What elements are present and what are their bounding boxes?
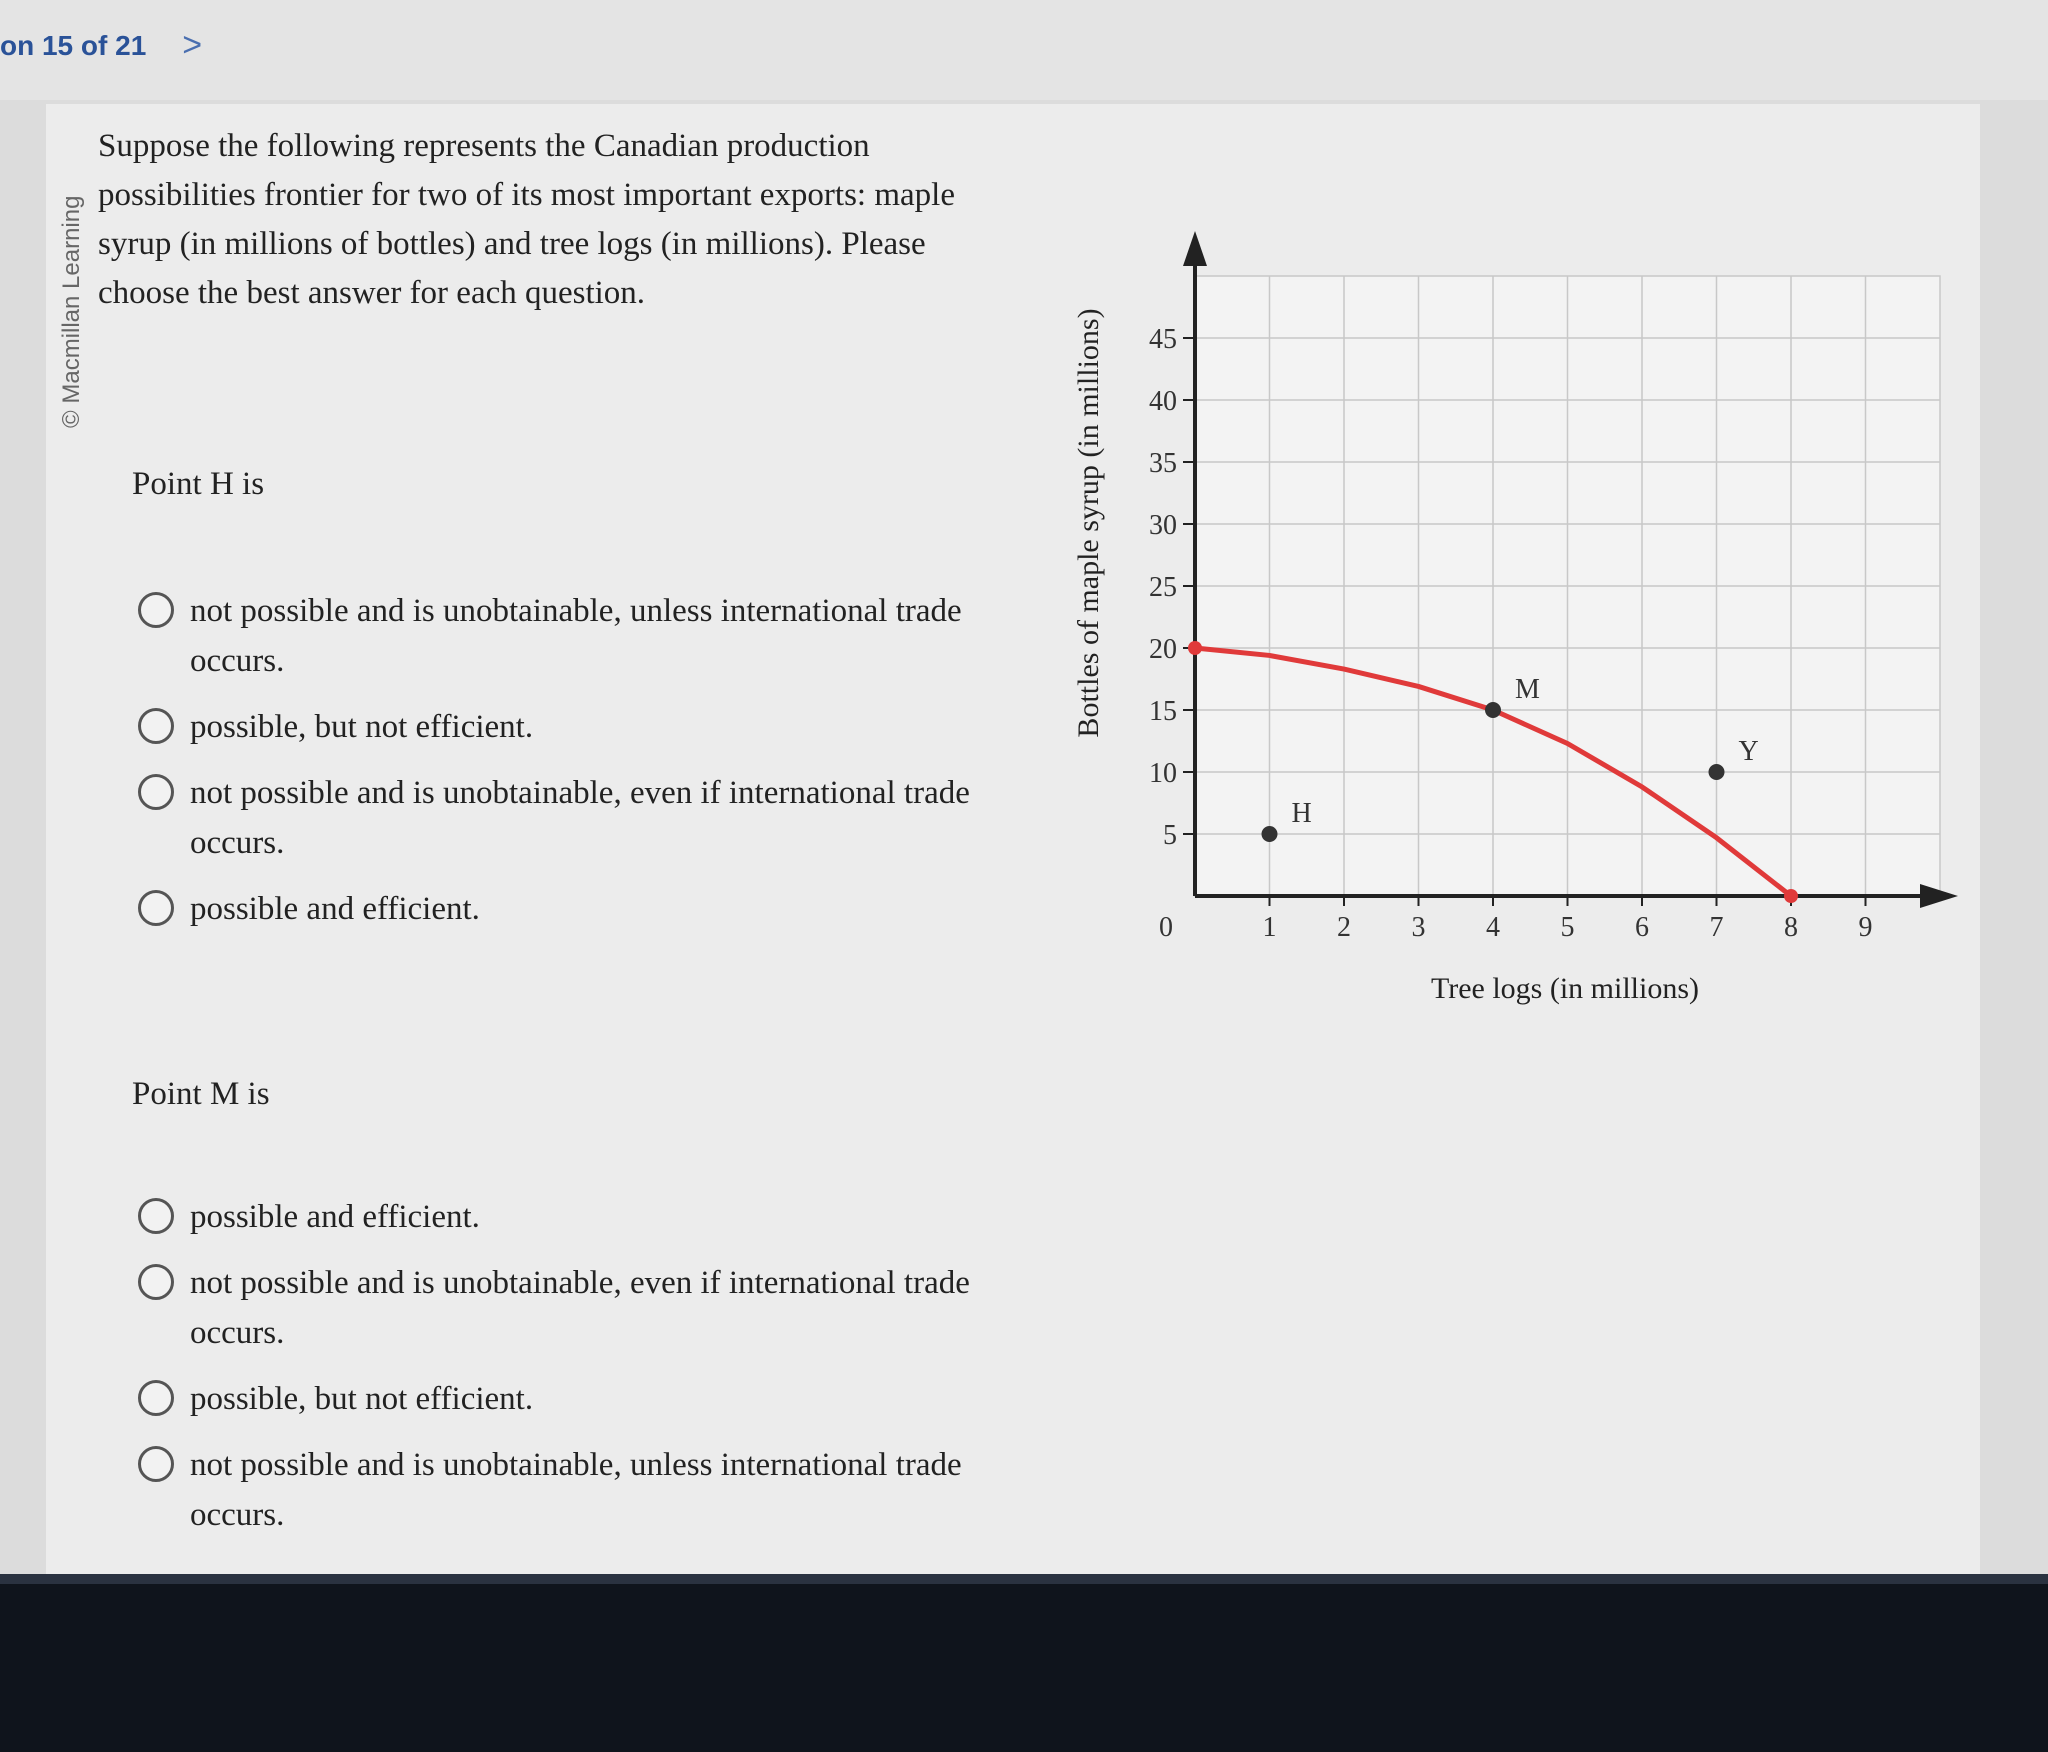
y-axis-arrow-icon	[1183, 231, 1207, 266]
option-label: possible, but not efficient.	[190, 1381, 534, 1417]
point-m	[1485, 702, 1501, 718]
option-label: possible and efficient.	[190, 1199, 480, 1235]
x-tick-label: 4	[1486, 912, 1500, 943]
option-label: not possible and is unobtainable, unless international trade occurs.	[190, 1447, 962, 1533]
question-2-option-4[interactable]	[138, 1440, 998, 1540]
progress-label: on 15 of 21	[0, 29, 147, 61]
question-1-option-2[interactable]	[138, 702, 998, 752]
ppf-chart	[1060, 128, 1960, 1028]
intro-text: Suppose the following represents the Canadian production possibilities frontier for two of its most important exports: maple syrup (in millions of bottles) and tree logs (in millions). Please choose the best answer for each question.	[98, 128, 955, 311]
point-h	[1262, 826, 1278, 842]
question-2-option-2[interactable]	[138, 1258, 998, 1358]
question-1-option-3[interactable]	[138, 768, 998, 868]
radio-button[interactable]	[138, 1198, 174, 1234]
question-1-option-4[interactable]	[138, 884, 998, 934]
x-tick-label: 3	[1411, 912, 1426, 943]
y-tick-label: 10	[1149, 758, 1177, 789]
top-bar	[0, 0, 2048, 100]
copyright-label: © Macmillan Learning	[58, 195, 85, 428]
question-1-title: Point H is	[132, 466, 265, 502]
option-label: not possible and is unobtainable, even if international trade occurs.	[190, 1265, 970, 1351]
y-tick-label: 5	[1163, 820, 1177, 851]
y-tick-label: 40	[1149, 386, 1177, 417]
option-label: not possible and is unobtainable, even if international trade occurs.	[190, 775, 970, 861]
option-label: possible, but not efficient.	[190, 709, 534, 745]
y-tick-label: 20	[1149, 634, 1177, 665]
frontier-start-point	[1188, 641, 1202, 655]
x-tick-label: 8	[1784, 912, 1798, 943]
question-2-option-3[interactable]	[138, 1374, 998, 1424]
y-axis-label: Bottles of maple syrup (in millions)	[1072, 308, 1105, 738]
point-label-y: Y	[1738, 736, 1759, 767]
y-tick-label: 30	[1149, 510, 1177, 541]
question-2-title: Point M is	[132, 1076, 270, 1112]
radio-button[interactable]	[138, 1264, 174, 1300]
point-y	[1709, 764, 1725, 780]
radio-button[interactable]	[138, 1446, 174, 1482]
y-tick-label: 15	[1149, 696, 1177, 727]
chevron-right-icon[interactable]: >	[182, 26, 203, 64]
monitor-bezel	[0, 1574, 2048, 1752]
question-2-option-1[interactable]	[138, 1192, 998, 1242]
point-label-m: M	[1515, 674, 1540, 705]
question-1-options	[138, 586, 998, 950]
x-axis-label: Tree logs (in millions)	[1430, 972, 1700, 1005]
origin-label: 0	[1159, 912, 1173, 943]
radio-button[interactable]	[138, 708, 174, 744]
question-1-option-1[interactable]	[138, 586, 998, 686]
x-tick-label: 5	[1560, 912, 1575, 943]
y-tick-label: 45	[1149, 324, 1177, 355]
radio-button[interactable]	[138, 774, 174, 810]
x-tick-label: 9	[1858, 912, 1873, 943]
radio-button[interactable]	[138, 890, 174, 926]
x-tick-label: 7	[1709, 912, 1724, 943]
x-tick-label: 2	[1337, 912, 1351, 943]
radio-button[interactable]	[138, 1380, 174, 1416]
y-tick-label: 35	[1149, 448, 1177, 479]
monitor-edge	[0, 1574, 2048, 1584]
question-progress	[0, 26, 202, 65]
question-2-options	[138, 1192, 998, 1556]
option-label: not possible and is unobtainable, unless international trade occurs.	[190, 593, 962, 679]
radio-button[interactable]	[138, 592, 174, 628]
y-tick-label: 25	[1149, 572, 1177, 603]
x-tick-label: 6	[1635, 912, 1649, 943]
option-label: possible and efficient.	[190, 891, 480, 927]
x-tick-label: 1	[1262, 912, 1277, 943]
point-label-h: H	[1291, 798, 1312, 829]
frontier-end-point	[1784, 889, 1798, 903]
